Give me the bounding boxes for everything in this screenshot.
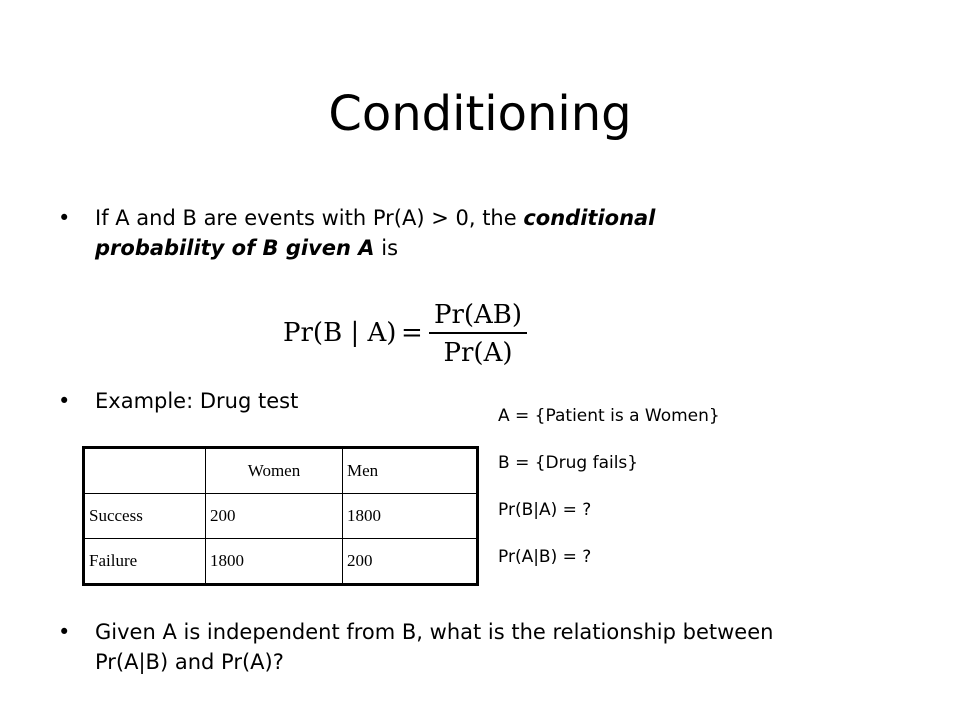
formula-lhs: Pr(B | A) [283, 318, 397, 348]
table-row-label: Success [84, 494, 206, 539]
table-header-row [84, 448, 478, 494]
definition-a: A = {Patient is a Women} [498, 406, 720, 426]
bullet-text-post: is [374, 236, 399, 260]
bullet-text-emphasis: conditional probability of B given A [95, 206, 656, 260]
table-cell: 1800 [343, 494, 478, 539]
bullet-dot: • [58, 620, 71, 644]
fraction-bar [429, 332, 527, 334]
table-row [84, 539, 478, 585]
table-row [84, 494, 478, 539]
table-header-cell: Women [206, 448, 343, 494]
bullet-text: Given A is independent from B, what is the relationship between Pr(A|B) and Pr(A)? [95, 620, 774, 674]
definition-b: B = {Drug fails} [498, 453, 639, 473]
bullet-independence-question [58, 617, 838, 677]
question-pr-b-given-a: Pr(B|A) = ? [498, 500, 592, 520]
bullet-example [58, 386, 538, 416]
drug-test-table [82, 446, 479, 586]
formula-fraction [429, 300, 527, 368]
event-definitions [498, 406, 720, 594]
table-header-cell [84, 448, 206, 494]
table-row-label: Failure [84, 539, 206, 585]
bullet-text-pre: If A and B are events with Pr(A) > 0, the [95, 206, 524, 230]
table-cell: 200 [206, 494, 343, 539]
slide-title: Conditioning [328, 86, 632, 142]
bullet-definition [58, 203, 778, 263]
bullet-text [58, 203, 778, 263]
question-pr-a-given-b: Pr(A|B) = ? [498, 547, 592, 567]
formula-equals: = [401, 318, 423, 348]
bullet-dot: • [58, 389, 71, 413]
formula-denominator: Pr(A) [443, 338, 513, 368]
bullet-dot: • [58, 206, 71, 230]
formula-numerator: Pr(AB) [433, 300, 523, 330]
bullet-text: Example: Drug test [95, 389, 299, 413]
table-header-cell: Men [343, 448, 478, 494]
table-cell: 1800 [206, 539, 343, 585]
table-cell: 200 [343, 539, 478, 585]
